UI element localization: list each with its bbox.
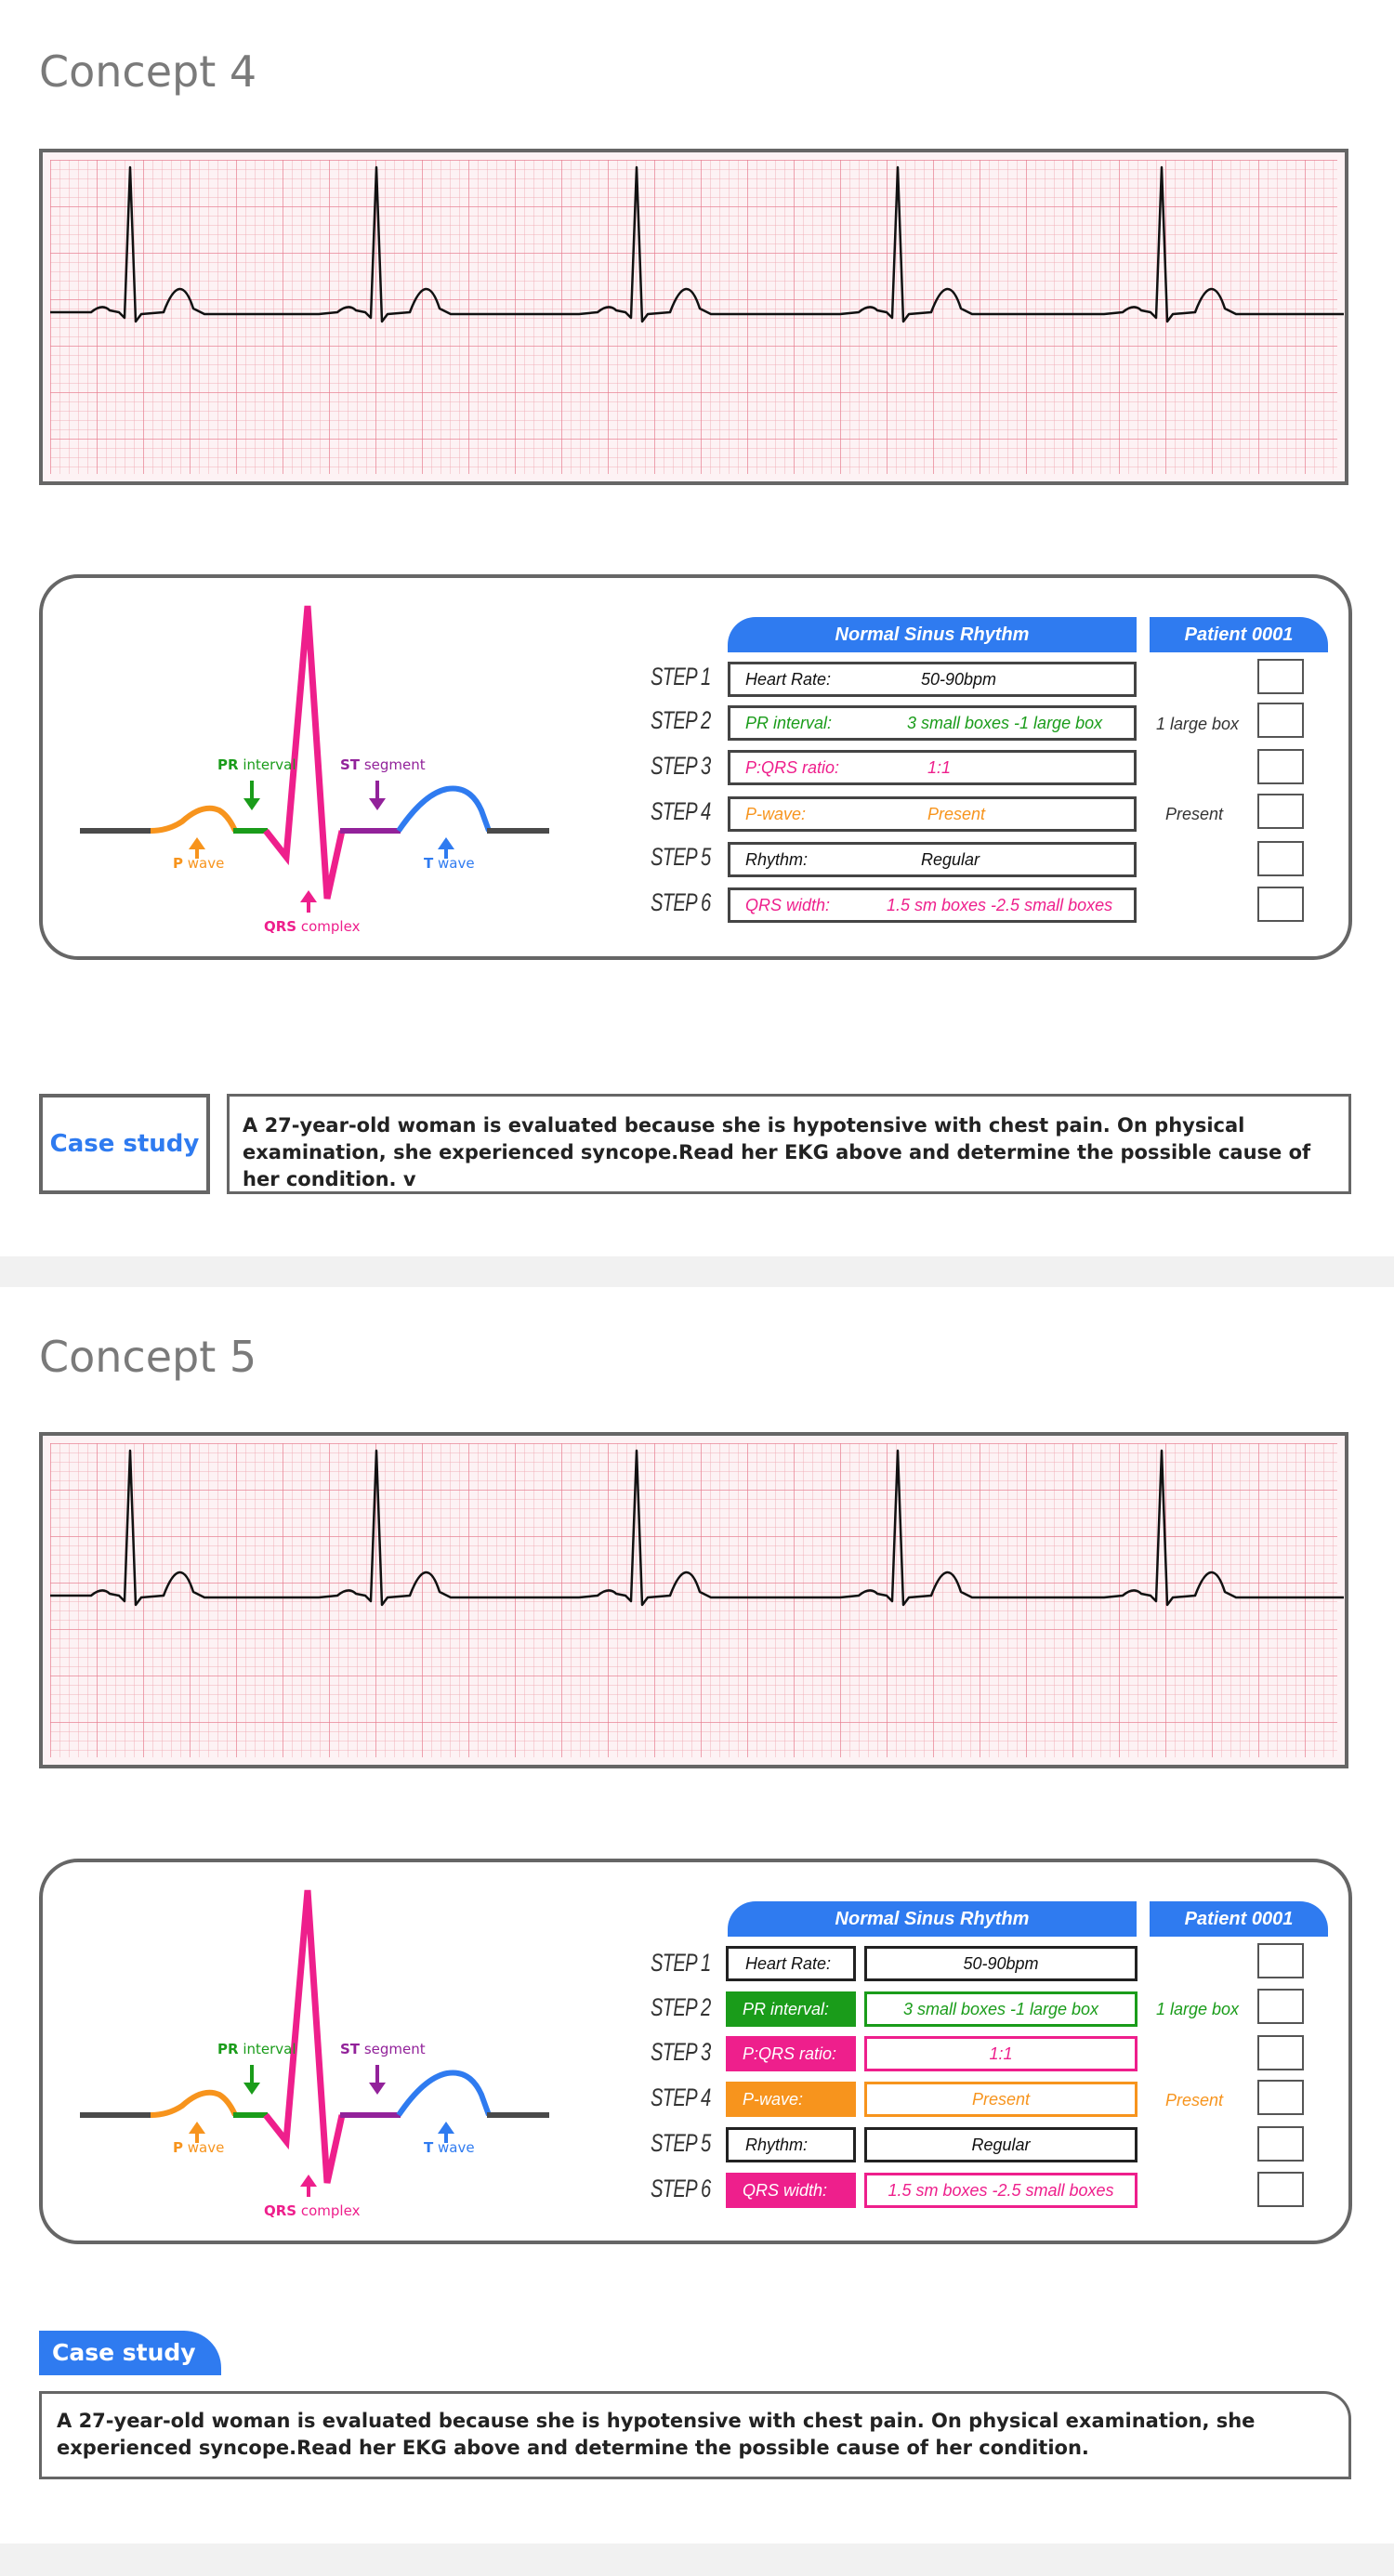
step-label: STEP 2 bbox=[651, 706, 711, 734]
pr-arrow-icon bbox=[243, 2065, 260, 2095]
field-label: Heart Rate: bbox=[745, 670, 832, 689]
step-checkbox[interactable] bbox=[1257, 659, 1304, 694]
concept-4-panel bbox=[0, 0, 1394, 1256]
patient-header: Patient 0001 bbox=[1150, 617, 1328, 652]
step-checkbox[interactable] bbox=[1257, 841, 1304, 876]
field-label: QRS width: bbox=[745, 896, 831, 914]
step-checkbox[interactable] bbox=[1257, 1943, 1304, 1978]
side-note: 1 large box bbox=[1156, 715, 1240, 733]
ekg-wave-diagram-panel bbox=[39, 574, 1352, 960]
pr-arrow-icon bbox=[243, 781, 260, 810]
field-value: Present bbox=[927, 805, 986, 823]
ekg-trace-line bbox=[50, 167, 1344, 322]
t-wave-segment bbox=[399, 2072, 489, 2115]
field-value: 1:1 bbox=[927, 758, 952, 777]
step-label: STEP 6 bbox=[651, 888, 711, 916]
step-label: STEP 1 bbox=[651, 1949, 711, 1977]
st-arrow-icon bbox=[369, 2065, 386, 2095]
step-field bbox=[728, 750, 1137, 785]
step-label: STEP 4 bbox=[651, 797, 711, 825]
field-value: 1.5 sm boxes -2.5 small boxes bbox=[887, 896, 1113, 914]
step-label: STEP 5 bbox=[651, 843, 711, 871]
case-study-text: A 27-year-old woman is evaluated because she is hypotensive with chest pain. On physical examination, she experienced syncope.Read her EKG above and determine the possible cause of her condition. v bbox=[227, 1094, 1351, 1194]
pr-interval-label: PR interval bbox=[217, 2041, 296, 2057]
step-label: STEP 4 bbox=[651, 2083, 711, 2111]
field-value: 50-90bpm bbox=[864, 1946, 1138, 1981]
qrs-complex-label: QRS complex bbox=[264, 2202, 361, 2219]
field-label: P-wave: bbox=[745, 805, 807, 823]
t-wave-label: T wave bbox=[424, 855, 475, 872]
step-field bbox=[728, 842, 1137, 877]
st-segment-label: ST segment bbox=[340, 2041, 426, 2057]
step-label: STEP 3 bbox=[651, 2038, 711, 2066]
step-checkbox[interactable] bbox=[1257, 703, 1304, 738]
step-field bbox=[728, 662, 1137, 697]
pr-interval-label: PR interval bbox=[217, 756, 296, 773]
ekg-trace-line bbox=[50, 1451, 1344, 1605]
step-label: STEP 5 bbox=[651, 2129, 711, 2157]
concept-5-title: Concept 5 bbox=[39, 1332, 257, 1382]
field-value: 3 small boxes -1 large box bbox=[907, 714, 1103, 732]
p-wave-label: P wave bbox=[173, 855, 225, 872]
p-wave-segment bbox=[151, 2093, 235, 2115]
st-segment-label: ST segment bbox=[340, 756, 426, 773]
qrs-complex-segment bbox=[266, 606, 342, 899]
step-field bbox=[728, 796, 1137, 832]
field-value: 3 small boxes -1 large box bbox=[864, 1991, 1138, 2027]
side-note: Present bbox=[1165, 2091, 1224, 2109]
ekg-strip bbox=[39, 149, 1348, 485]
rhythm-header: Normal Sinus Rhythm bbox=[728, 617, 1137, 652]
rhythm-header: Normal Sinus Rhythm bbox=[728, 1901, 1137, 1937]
ekg-trace bbox=[43, 1436, 1348, 1768]
field-value: 50-90bpm bbox=[921, 670, 997, 689]
ekg-strip bbox=[39, 1432, 1348, 1768]
qrs-arrow-icon bbox=[300, 2175, 317, 2197]
field-value: Present bbox=[864, 2082, 1138, 2117]
concept-5-panel bbox=[0, 1287, 1394, 2543]
field-value: 1:1 bbox=[864, 2036, 1138, 2071]
p-wave-label: P wave bbox=[173, 2139, 225, 2156]
ekg-wave-diagram-panel bbox=[39, 1859, 1352, 2244]
step-checkbox[interactable] bbox=[1257, 794, 1304, 829]
case-study-label: Case study bbox=[39, 1094, 210, 1194]
field-label: Rhythm: bbox=[726, 2127, 856, 2162]
qrs-complex-label: QRS complex bbox=[264, 918, 361, 935]
step-checkbox[interactable] bbox=[1257, 2126, 1304, 2162]
side-note: Present bbox=[1165, 805, 1224, 823]
step-checkbox[interactable] bbox=[1257, 2080, 1304, 2115]
step-field bbox=[728, 887, 1137, 923]
case-study-text: A 27-year-old woman is evaluated because she is hypotensive with chest pain. On physical examination, she experienced syncope.Read her EKG above and determine the possible cause of her condition. bbox=[39, 2391, 1351, 2479]
patient-header: Patient 0001 bbox=[1150, 1901, 1328, 1937]
qrs-complex-segment bbox=[266, 1890, 342, 2183]
step-checkbox[interactable] bbox=[1257, 2035, 1304, 2070]
field-label: P:QRS ratio: bbox=[745, 758, 840, 777]
step-checkbox[interactable] bbox=[1257, 1989, 1304, 2024]
field-label: Rhythm: bbox=[745, 850, 809, 869]
field-label: Heart Rate: bbox=[726, 1946, 856, 1981]
ekg-wave-diagram bbox=[43, 578, 600, 964]
ekg-wave-diagram bbox=[43, 1862, 600, 2248]
t-wave-segment bbox=[399, 788, 489, 831]
p-wave-segment bbox=[151, 808, 235, 831]
field-value: Regular bbox=[864, 2127, 1138, 2162]
field-value: 1.5 sm boxes -2.5 small boxes bbox=[864, 2173, 1138, 2208]
field-label: P-wave: bbox=[726, 2082, 856, 2117]
step-label: STEP 3 bbox=[651, 752, 711, 780]
step-checkbox[interactable] bbox=[1257, 749, 1304, 784]
st-arrow-icon bbox=[369, 781, 386, 810]
field-label: QRS width: bbox=[726, 2173, 856, 2208]
t-wave-label: T wave bbox=[424, 2139, 475, 2156]
field-label: P:QRS ratio: bbox=[726, 2036, 856, 2071]
step-label: STEP 2 bbox=[651, 1993, 711, 2021]
step-checkbox[interactable] bbox=[1257, 2172, 1304, 2207]
ekg-trace bbox=[43, 152, 1348, 485]
step-checkbox[interactable] bbox=[1257, 887, 1304, 922]
field-value: Regular bbox=[921, 850, 980, 869]
side-note: 1 large box bbox=[1156, 2000, 1240, 2018]
concept-4-title: Concept 4 bbox=[39, 46, 257, 97]
field-label: PR interval: bbox=[745, 714, 833, 732]
step-label: STEP 1 bbox=[651, 663, 711, 690]
step-field bbox=[728, 705, 1137, 741]
case-study-tab: Case study bbox=[39, 2331, 221, 2375]
qrs-arrow-icon bbox=[300, 890, 317, 913]
step-label: STEP 6 bbox=[651, 2175, 711, 2202]
field-label: PR interval: bbox=[726, 1991, 856, 2027]
